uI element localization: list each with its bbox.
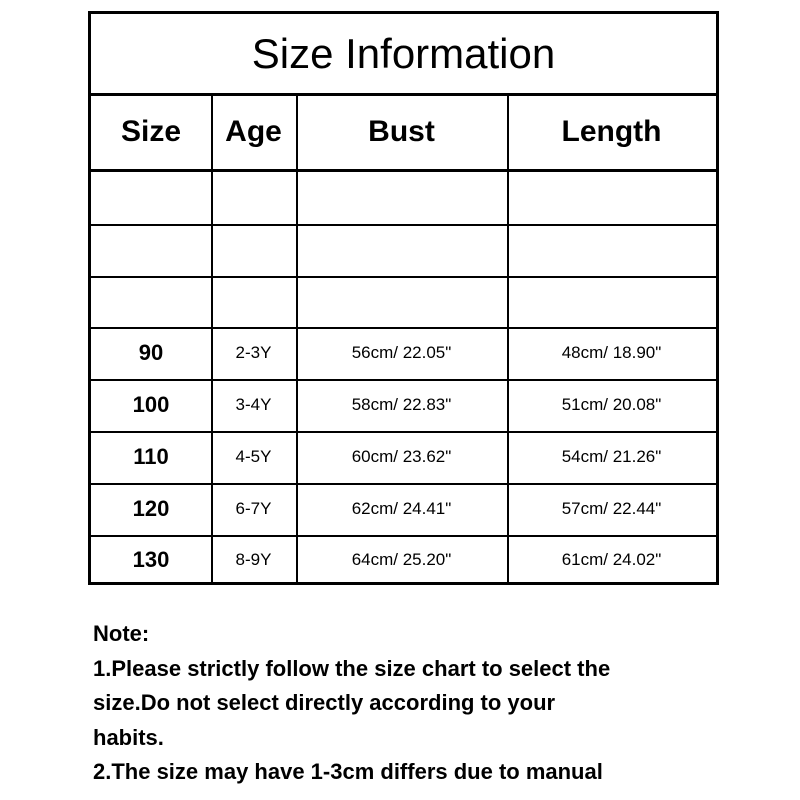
cell-age: 3-4Y xyxy=(235,395,272,415)
note-heading: Note: xyxy=(93,621,150,646)
cell-bust xyxy=(296,276,507,328)
cell-bust: 64cm/ 25.20" xyxy=(351,550,452,570)
cell-size: 100 xyxy=(132,392,170,418)
cell-size: 90 xyxy=(138,340,164,366)
cell-age xyxy=(211,224,296,276)
cell-bust xyxy=(296,172,507,224)
cell-age: 6-7Y xyxy=(235,498,272,518)
notes-section xyxy=(93,617,783,790)
note-line: 1.Please strictly follow the size chart to select the xyxy=(93,655,611,681)
cell-length: 48cm/ 18.90" xyxy=(561,343,662,363)
cell-size: 130 xyxy=(132,547,170,573)
cell-bust: 58cm/ 22.83" xyxy=(351,395,452,415)
header-size: Size xyxy=(120,115,182,148)
note-line: size.Do not select directly according to your xyxy=(93,690,556,715)
cell-size xyxy=(91,276,211,328)
cell-size xyxy=(91,172,211,224)
cell-bust: 62cm/ 24.41" xyxy=(351,498,452,518)
cell-bust: 60cm/ 23.62" xyxy=(351,446,452,466)
cell-size: 110 xyxy=(133,443,169,469)
note-line: habits. xyxy=(93,724,164,750)
note-line: 2.The size may have 1-3cm differs due to manual xyxy=(93,759,603,784)
cell-bust xyxy=(296,224,507,276)
cell-length xyxy=(507,276,716,328)
cell-length xyxy=(507,224,716,276)
cell-age xyxy=(211,276,296,328)
header-age: Age xyxy=(225,115,282,148)
cell-length: 57cm/ 22.44" xyxy=(561,498,662,518)
cell-age xyxy=(211,172,296,224)
cell-age: 4-5Y xyxy=(235,446,272,466)
cell-age: 8-9Y xyxy=(235,550,272,570)
header-length: Length xyxy=(561,115,662,148)
cell-size: 120 xyxy=(132,495,170,521)
cell-age: 2-3Y xyxy=(235,343,272,363)
table-title: Size Information xyxy=(251,30,556,77)
cell-length xyxy=(507,172,716,224)
cell-length: 61cm/ 24.02" xyxy=(561,550,662,570)
header-bust: Bust xyxy=(368,115,435,148)
cell-size xyxy=(91,224,211,276)
size-table xyxy=(88,11,719,585)
cell-length: 54cm/ 21.26" xyxy=(561,446,662,466)
cell-bust: 56cm/ 22.05" xyxy=(351,343,452,363)
cell-length: 51cm/ 20.08" xyxy=(561,395,662,415)
